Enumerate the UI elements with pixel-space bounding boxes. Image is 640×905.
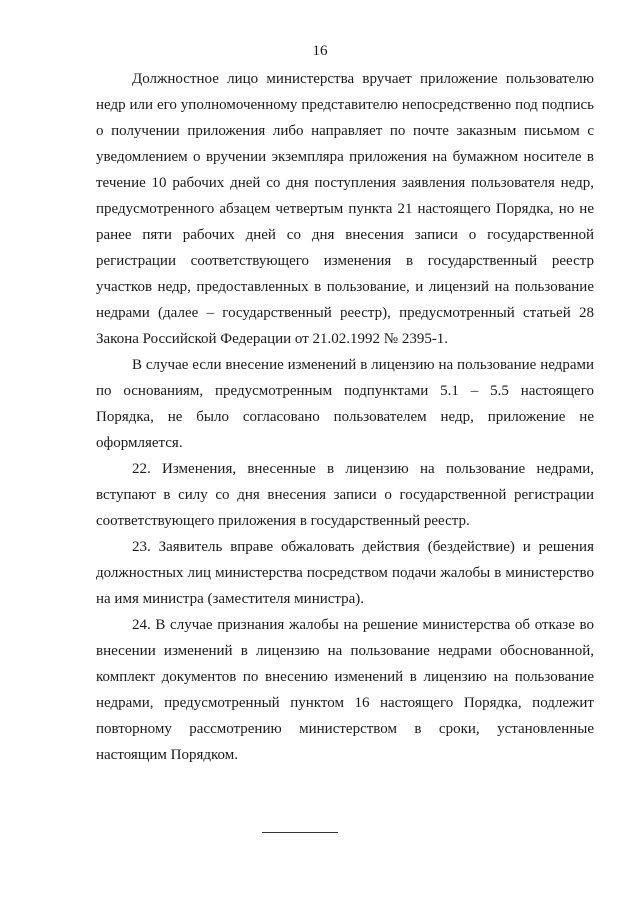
end-of-document-line bbox=[262, 832, 338, 833]
paragraph-appendix-not-issued: В случае если внесение изменений в лицензию на пользование недрами по основаниям, предусмотренным подпунктами 5.1 – 5.5 настоящего Порядка, не было согласовано пользователем недр, приложение не оформляется. bbox=[96, 357, 594, 451]
paragraph-item-23: 23. Заявитель вправе обжаловать действия (бездействие) и решения должностных лиц министерства посредством подачи жалобы в министерство на имя министра (заместителя министра). bbox=[96, 539, 594, 607]
document-body bbox=[96, 66, 594, 768]
paragraph-delivery-of-appendix: Должностное лицо министерства вручает приложение пользователю недр или его уполномоченному представителю непосредственно под подпись о получении приложения либо направляет по почте заказным письмом с уведомлением о вручении экземпляра приложения на бумажном носителе в течение 10 рабочих дней со дня поступления заявления пользователя недр, предусмотренного абзацем четвертым пункта 21 настоящего Порядка, но не ранее пяти рабочих дней со дня внесения записи о государственной регистрации соответствующего изменения в государственный реестр участков недр, предоставленных в пользование, и лицензий на пользование недрами (далее – государственный реестр), предусмотренный статьей 28 Закона Российской Федерации от 21.02.1992 № 2395-1. bbox=[96, 71, 594, 347]
paragraph-item-24: 24. В случае признания жалобы на решение министерства об отказе во внесении изменений в лицензию на пользование недрами обоснованной, комплект документов по внесению изменений в лицензию на пользование недрами, предусмотренный пунктом 16 настоящего Порядка, подлежит повторному рассмотрению министерством в сроки, установленные настоящим Порядком. bbox=[96, 617, 594, 763]
paragraph-item-22: 22. Изменения, внесенные в лицензию на пользование недрами, вступают в силу со дня внесения записи о государственной регистрации соответствующего приложения в государственный реестр. bbox=[96, 461, 594, 529]
page-number: 16 bbox=[312, 43, 328, 59]
